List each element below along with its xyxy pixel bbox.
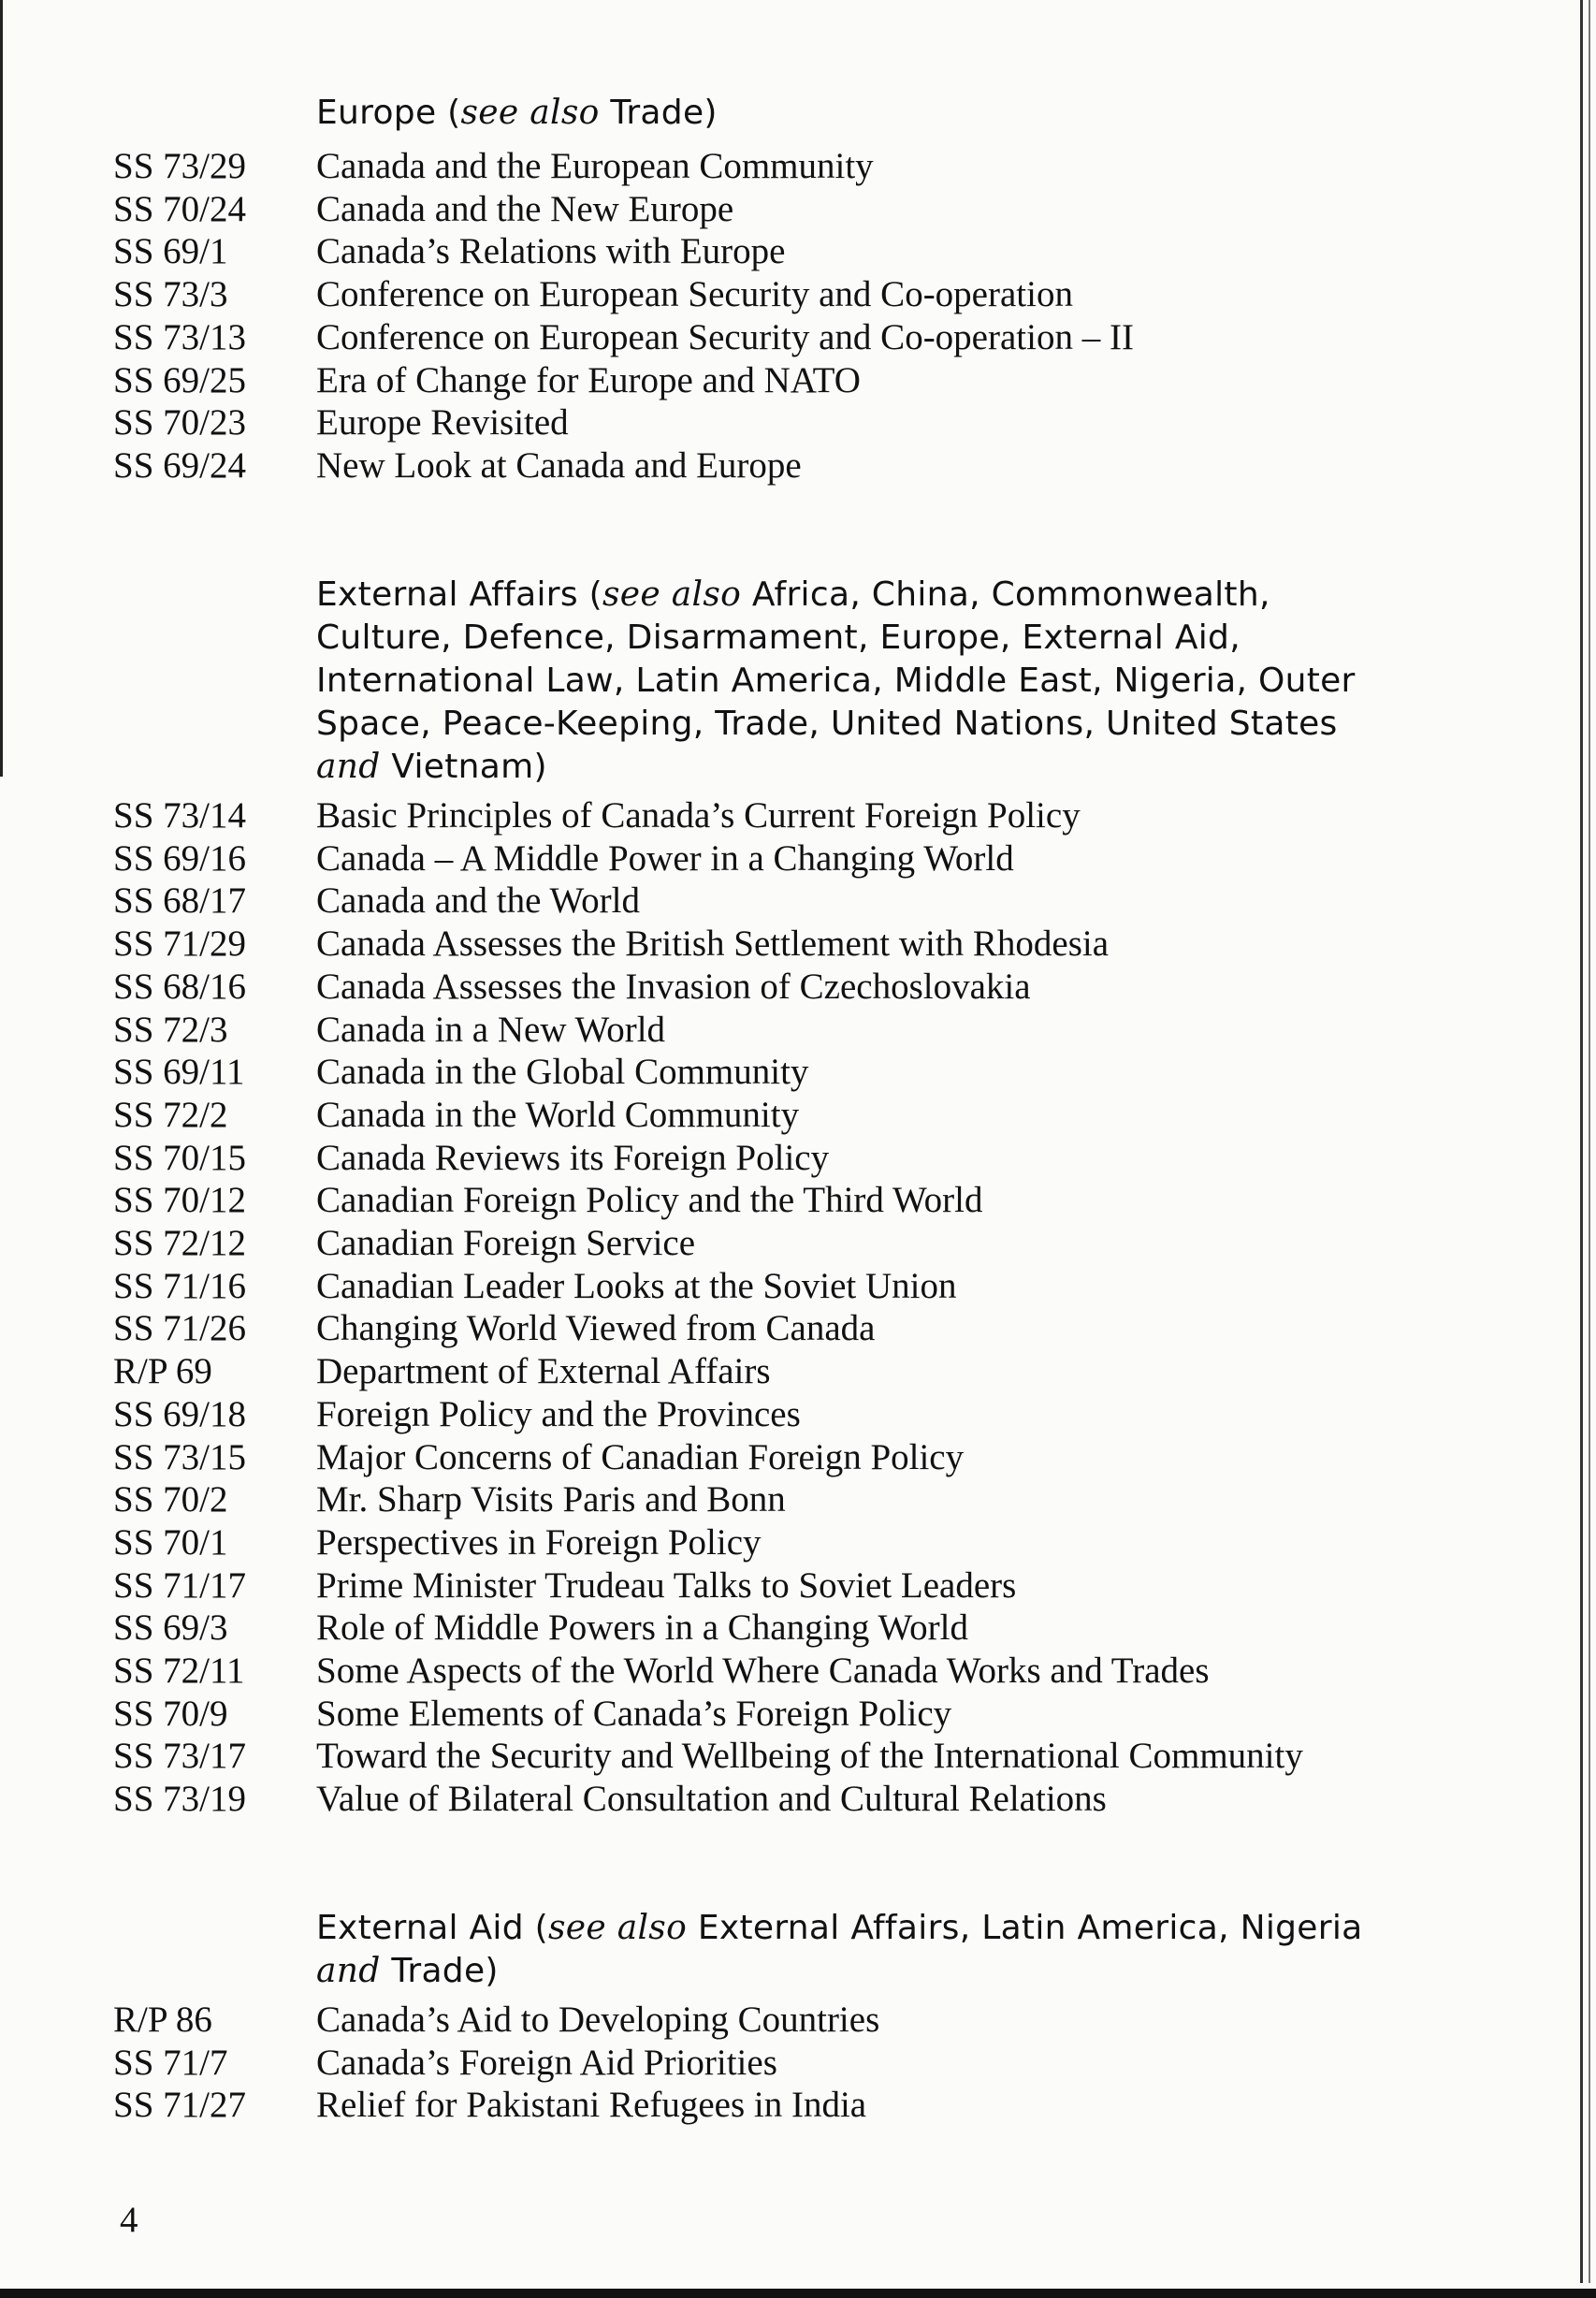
index-entry — [0, 966, 1596, 1009]
entry-code: R/P 86 — [113, 2000, 212, 2040]
index-entry — [0, 1265, 1596, 1308]
see-also-label: see also — [602, 575, 742, 614]
entry-code: SS 72/3 — [113, 1009, 228, 1050]
entry-code: SS 70/2 — [113, 1479, 228, 1520]
index-entry — [0, 444, 1596, 487]
entry-code: SS 69/1 — [113, 231, 228, 272]
heading-and: and — [316, 748, 381, 786]
entry-title: Role of Middle Powers in a Changing World — [316, 1607, 968, 1649]
entry-code: SS 70/24 — [113, 188, 246, 229]
heading-and: and — [316, 1952, 381, 1990]
entry-title: Era of Change for Europe and NATO — [316, 359, 861, 400]
entry-title: Value of Bilateral Consultation and Cultural Relations — [316, 1779, 1107, 1820]
index-entry — [0, 273, 1596, 316]
entry-title: Canada – A Middle Power in a Changing World — [316, 837, 1014, 879]
index-entry — [0, 2042, 1596, 2085]
entry-title: Canada and the New Europe — [316, 188, 734, 229]
entry-code: SS 70/15 — [113, 1137, 246, 1178]
entry-title: Canadian Leader Looks at the Soviet Union — [316, 1265, 957, 1306]
entry-code: SS 72/11 — [113, 1651, 245, 1692]
index-entry — [0, 923, 1596, 966]
see-also-label: see also — [548, 1909, 688, 1947]
entry-code: SS 71/26 — [113, 1308, 246, 1349]
entry-title: Perspectives in Foreign Policy — [316, 1521, 762, 1563]
heading-refs-end: Trade) — [391, 1952, 499, 1990]
entry-title: Canada in the World Community — [316, 1094, 800, 1135]
entry-code: SS 68/17 — [113, 880, 246, 922]
entry-code: SS 71/16 — [113, 1265, 246, 1306]
entry-code: SS 71/29 — [113, 924, 246, 965]
entry-title: Basic Principles of Canada’s Current Foreign Policy — [316, 795, 1081, 836]
entry-code: SS 69/18 — [113, 1393, 246, 1434]
entry-code: SS 70/12 — [113, 1180, 246, 1221]
index-entry — [0, 1521, 1596, 1564]
entry-title: Canada in the Global Community — [316, 1052, 809, 1093]
entry-code: SS 69/11 — [113, 1052, 245, 1093]
entry-title: Major Concerns of Canadian Foreign Policy — [316, 1436, 965, 1477]
entry-title: Conference on European Security and Co-operation – II — [316, 316, 1134, 357]
entry-title: Canada’s Aid to Developing Countries — [316, 2000, 880, 2040]
entry-code: SS 73/17 — [113, 1736, 246, 1777]
index-entry — [0, 1137, 1596, 1180]
entry-title: Canada Assesses the Invasion of Czechoslovakia — [316, 966, 1031, 1007]
section-europe — [0, 92, 1596, 487]
entry-code: SS 70/9 — [113, 1693, 228, 1734]
index-entry — [0, 316, 1596, 359]
heading-refs: External Affairs, Latin America, Nigeria — [697, 1909, 1363, 1947]
entry-title: Some Elements of Canada’s Foreign Policy — [316, 1693, 952, 1734]
entry-code: SS 73/19 — [113, 1779, 246, 1820]
section-heading — [316, 1907, 1383, 1993]
entry-title: Europe Revisited — [316, 402, 569, 444]
entry-title: Prime Minister Trudeau Talks to Soviet Leaders — [316, 1564, 1017, 1606]
entry-code: SS 69/24 — [113, 444, 246, 486]
index-entry — [0, 1009, 1596, 1052]
index-entry — [0, 1350, 1596, 1393]
entry-code: SS 69/25 — [113, 359, 246, 400]
entry-title: Canadian Foreign Service — [316, 1223, 696, 1264]
section-heading — [316, 574, 1383, 789]
index-entry — [0, 1478, 1596, 1521]
entry-code: SS 68/16 — [113, 966, 246, 1007]
entry-code: SS 73/14 — [113, 795, 246, 836]
heading-topic: Europe — [316, 94, 437, 132]
entry-title: Canada’s Relations with Europe — [316, 231, 786, 272]
entry-title: Canada Reviews its Foreign Policy — [316, 1137, 830, 1178]
entry-title: Relief for Pakistani Refugees in India — [316, 2085, 867, 2126]
entry-title: Some Aspects of the World Where Canada Works and Trades — [316, 1651, 1210, 1692]
entry-title: Canada and the European Community — [316, 146, 874, 186]
entry-title: Canada in a New World — [316, 1009, 666, 1050]
index-entry — [0, 359, 1596, 402]
entry-title: Changing World Viewed from Canada — [316, 1308, 876, 1349]
index-entry — [0, 145, 1596, 188]
index-entry — [0, 230, 1596, 273]
index-entry — [0, 1393, 1596, 1436]
index-entry — [0, 837, 1596, 880]
index-entry — [0, 401, 1596, 444]
entry-code: SS 72/12 — [113, 1223, 246, 1264]
entry-title: Canada and the World — [316, 880, 640, 922]
entry-title: Canada’s Foreign Aid Priorities — [316, 2042, 777, 2083]
heading-refs-end: Vietnam) — [391, 748, 547, 786]
heading-refs: Africa, China, Commonwealth, Culture, Defence, Disarmament, Europe, External Aid, International Law, Latin America, Middle East, Nigeria, Outer Space, Peace-Keeping, Trade, United Nations, United States — [316, 575, 1356, 743]
index-entry — [0, 1999, 1596, 2042]
index-entry — [0, 1735, 1596, 1778]
entry-code: SS 69/3 — [113, 1607, 228, 1649]
entry-code: SS 70/1 — [113, 1521, 228, 1563]
entry-title: Department of External Affairs — [316, 1351, 771, 1392]
index-entry — [0, 1307, 1596, 1350]
entry-code: SS 73/3 — [113, 274, 228, 315]
entry-title: Canada Assesses the British Settlement with Rhodesia — [316, 924, 1110, 965]
index-entry — [0, 880, 1596, 923]
entry-title: Toward the Security and Wellbeing of the International Community — [316, 1736, 1303, 1777]
entry-code: SS 71/7 — [113, 2042, 228, 2083]
entry-code: SS 72/2 — [113, 1094, 228, 1135]
entry-title: Canadian Foreign Policy and the Third World — [316, 1180, 983, 1221]
entry-title: Conference on European Security and Co-operation — [316, 274, 1073, 315]
entry-code: R/P 69 — [113, 1351, 212, 1392]
index-entry — [0, 1650, 1596, 1693]
see-also-label: see also — [460, 94, 600, 132]
heading-paren: ( — [588, 575, 603, 614]
index-entry — [0, 1693, 1596, 1736]
heading-paren: ( — [447, 94, 461, 132]
entry-code: SS 71/17 — [113, 1564, 246, 1606]
section-external-aid — [0, 1907, 1596, 2127]
index-entry — [0, 1051, 1596, 1094]
index-entry — [0, 1222, 1596, 1265]
entry-code: SS 73/15 — [113, 1436, 246, 1477]
entry-title: New Look at Canada and Europe — [316, 444, 802, 486]
index-entry — [0, 1179, 1596, 1222]
entry-title: Mr. Sharp Visits Paris and Bonn — [316, 1479, 786, 1520]
entry-code: SS 73/29 — [113, 146, 246, 186]
heading-topic: External Aid — [316, 1909, 524, 1947]
entry-code: SS 70/23 — [113, 402, 246, 444]
heading-topic: External Affairs — [316, 575, 578, 614]
entry-code: SS 69/16 — [113, 837, 246, 879]
heading-refs: Trade) — [610, 94, 718, 132]
entry-title: Foreign Policy and the Provinces — [316, 1393, 801, 1434]
index-entry — [0, 1436, 1596, 1479]
index-entry — [0, 794, 1596, 837]
index-entry — [0, 1094, 1596, 1137]
page-number: 4 — [120, 2200, 138, 2240]
index-entry — [0, 1564, 1596, 1607]
index-entry — [0, 188, 1596, 231]
entry-code: SS 71/27 — [113, 2085, 246, 2126]
index-entry — [0, 1607, 1596, 1650]
index-entry — [0, 1778, 1596, 1821]
section-heading — [316, 92, 1383, 135]
section-external-affairs — [0, 574, 1596, 1821]
entry-code: SS 73/13 — [113, 316, 246, 357]
index-entry — [0, 2084, 1596, 2127]
heading-paren: ( — [534, 1909, 548, 1947]
